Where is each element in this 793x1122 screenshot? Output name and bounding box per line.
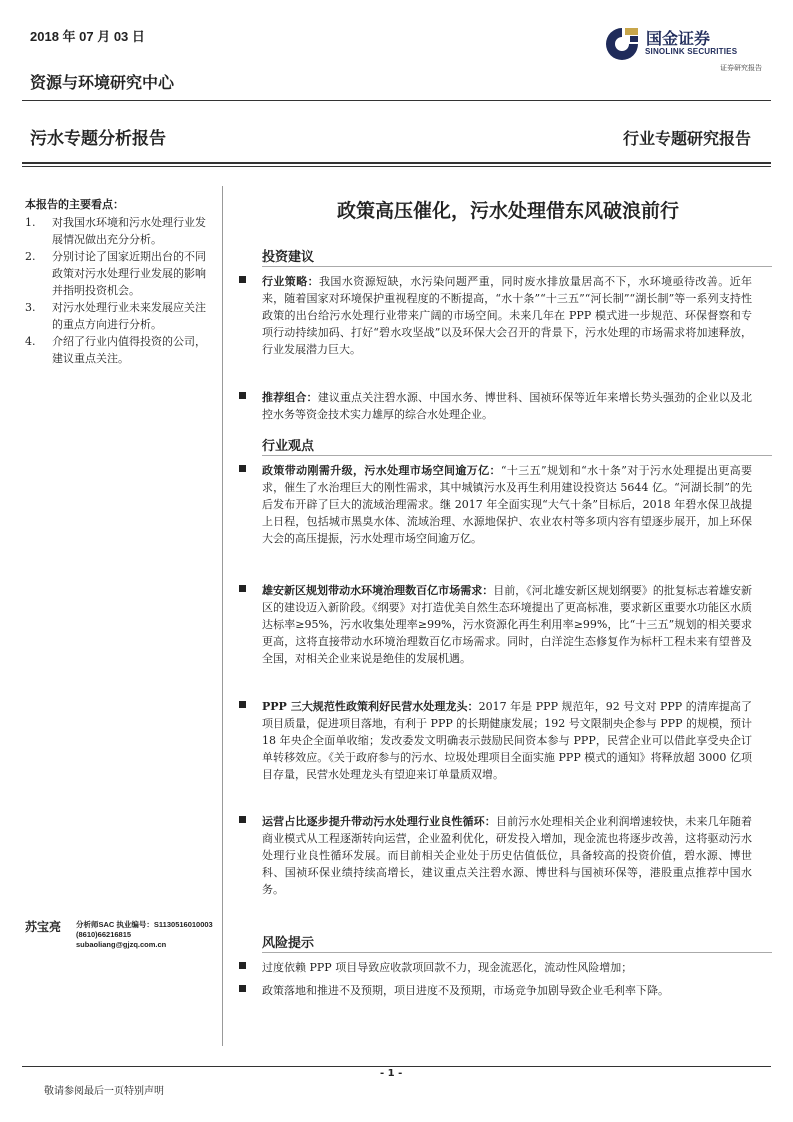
bullet-icon — [239, 985, 246, 992]
footer-divider — [22, 1066, 771, 1067]
paragraph-head: 雄安新区规划带动水环境治理数百亿市场需求： — [262, 584, 494, 597]
paragraph-text: 2017 年是 PPP 规范年，92 号文对 PPP 的清库提高了项目质量，促进项目落地，有利于 PPP 的长期健康发展；192 号文限制央企参与 PPP 的规模，预计 18 年央企全面单收缩；发改委发文明确表示鼓励民间资本参与 PPP，民营企业可以借此享受央企订单转移效应。《关于政府参与的污水、垃圾处理项目全面实施 PPP 模式的通知》将释放超 3000 亿项目存量，民营水处理龙头有望迎来订单量质双增。 — [262, 700, 752, 781]
section-heading-investment: 投资建议 — [262, 250, 315, 265]
analyst-info — [76, 920, 213, 950]
report-date: 2018 年 07 月 03 日 — [30, 29, 145, 44]
paragraph-industry-strategy — [262, 273, 752, 358]
paragraph-ppp — [262, 698, 752, 783]
paragraph-text: 建议重点关注碧水源、中国水务、博世科、国祯环保等近年来增长势头强劲的企业以及北控水务等资金技术实力雄厚的综合水处理企业。 — [262, 391, 753, 421]
company-logo-english: SINOLINK SECURITIES — [645, 47, 738, 56]
paragraph-risk-2 — [262, 982, 752, 999]
bullet-icon — [239, 816, 246, 823]
paragraph-head: PPP 三大规范性政策利好民营水处理龙头： — [262, 700, 479, 713]
report-type: 行业专题研究报告 — [622, 129, 751, 148]
paragraph-recommended-portfolio — [262, 389, 752, 423]
paragraph-policy-demand — [262, 462, 752, 547]
paragraph-text: 目前污水处理相关企业利润增速较快，未来几年随着商业模式从工程逐渐转向运营，企业盈利优化，研发投入增加，现金流也将逐步改善，这将驱动污水处理行业良性循环发展。而目前相关企业处于历史估值低位，具备较高的投资价值，碧水源、博世科、国祯环保业绩持续高增长，建议重点关注碧水源、博世科与国祯环保等，港股重点推荐中国水务。 — [262, 815, 753, 896]
paragraph-text: “十三五”规划和“水十条”对于污水处理提出更高要求，催生了水治理巨大的刚性需求，其中城镇污水及再生利用建设投资达 5644 亿。“河湖长制”的先后发布开辟了巨大的流域治理需求。继 2017 年全面实现“大气十条”目标后，2018 年碧水保卫战提上日程，包括城市黑臭水体、流域治理、水源地保护、农业农村等多项内容有望逐步展开，加上环保大会的高压提振，污水处理市场空间逾万亿。 — [262, 464, 752, 545]
list-item-text: 对污水处理行业未来发展应关注的重点方向进行分析。 — [52, 301, 206, 331]
paragraph-text: 目前，《河北雄安新区规划纲要》的批复标志着雄安新区的建设迈入新阶段。《纲要》对打造优美自然生态环境提出了更高标准，要求新区重要水功能区水质达标率≥95%，污水收集处理率≥99%，污水资源化再生利用率≥99%，比“十三五”规划的相关要求更高，这将直接带动水环境治理数百亿市场需求。同时，白洋淀生态修复作为标杆工程未来有望普及全国，对相关企业来说是绝佳的发展机遇。 — [262, 584, 753, 665]
paragraph-risk-1 — [262, 959, 752, 976]
analyst-name: 苏宝亮 — [25, 920, 62, 934]
paragraph-head: 行业策略： — [262, 275, 320, 288]
securities-research-label: 证券研究报告 — [720, 64, 762, 72]
section-divider — [262, 266, 772, 267]
analyst-email[interactable]: subaoliang@gjzq.com.cn — [76, 940, 167, 949]
company-logo-text: 国金证券 — [646, 29, 711, 48]
paragraph-text: 我国水资源短缺，水污染问题严重，同时废水排放量居高不下，水环境亟待改善。近年来，随着国家对环境保护重视程度的不断提高，“水十条”“十三五”“河长制”“湖长制”等一系列支持性政策的出台给污水处理行业带来广阔的市场空间。未来几年在 PPP 模式进一步规范、环保督察和专项行动持续加码、打好“碧水攻坚战”以及环保大会召开的背景下，污水处理的市场需求将加速释放，行业发展潜力巨大。 — [262, 275, 753, 356]
list-item-number: 2. — [25, 250, 36, 263]
paragraph-text: 过度依赖 PPP 项目导致应收款项回款不力，现金流恶化，流动性风险增加； — [262, 961, 633, 974]
list-item — [25, 299, 215, 333]
sidebar-divider — [222, 186, 223, 1046]
analyst-license: 分析师SAC 执业编号：S1130516010003 — [76, 920, 213, 929]
list-item-number: 3. — [25, 301, 36, 314]
section-divider — [262, 952, 772, 953]
header-divider — [22, 100, 771, 101]
sidebar-highlights-list — [25, 214, 215, 367]
list-item — [25, 248, 215, 299]
header-divider-thin — [22, 166, 771, 167]
list-item-text: 分别讨论了国家近期出台的不同政策对污水处理行业发展的影响并指明投资机会。 — [52, 250, 206, 297]
list-item — [25, 214, 215, 248]
header-divider-thick — [22, 162, 771, 164]
analyst-phone: (8610)66216815 — [76, 930, 132, 939]
paragraph-head: 推荐组合： — [262, 391, 318, 404]
list-item — [25, 333, 215, 367]
sidebar-title: 本报告的主要看点： — [25, 198, 124, 211]
paragraph-head: 政策带动刚需升级，污水处理市场空间逾万亿： — [262, 464, 501, 477]
bullet-icon — [239, 701, 246, 708]
paragraph-head: 运营占比逐步提升带动污水处理行业良性循环： — [262, 815, 496, 828]
paragraph-text: 政策落地和推进不及预期，项目进度不及预期，市场竞争加剧导致企业毛利率下降。 — [262, 984, 669, 997]
bullet-icon — [239, 962, 246, 969]
company-logo-icon — [603, 25, 641, 63]
research-center-name: 资源与环境研究中心 — [30, 73, 175, 92]
section-heading-risks: 风险提示 — [262, 936, 315, 951]
list-item-text: 对我国水环境和污水处理行业发展情况做出充分分析。 — [52, 216, 206, 246]
page-number: - 1 - — [380, 1068, 403, 1079]
bullet-icon — [239, 392, 246, 399]
paragraph-operations — [262, 813, 752, 898]
page-title: 政策高压催化，污水处理借东风破浪前行 — [336, 200, 679, 222]
section-heading-views: 行业观点 — [262, 439, 315, 454]
disclaimer-note: 敬请参阅最后一页特别声明 — [44, 1086, 164, 1097]
paragraph-xiongan — [262, 582, 752, 667]
bullet-icon — [239, 585, 246, 592]
report-name: 污水专题分析报告 — [30, 129, 166, 149]
list-item-text: 介绍了行业内值得投资的公司，建议重点关注。 — [52, 335, 206, 365]
bullet-icon — [239, 276, 246, 283]
bullet-icon — [239, 465, 246, 472]
section-divider — [262, 455, 772, 456]
list-item-number: 1. — [25, 216, 36, 229]
list-item-number: 4. — [25, 335, 36, 348]
